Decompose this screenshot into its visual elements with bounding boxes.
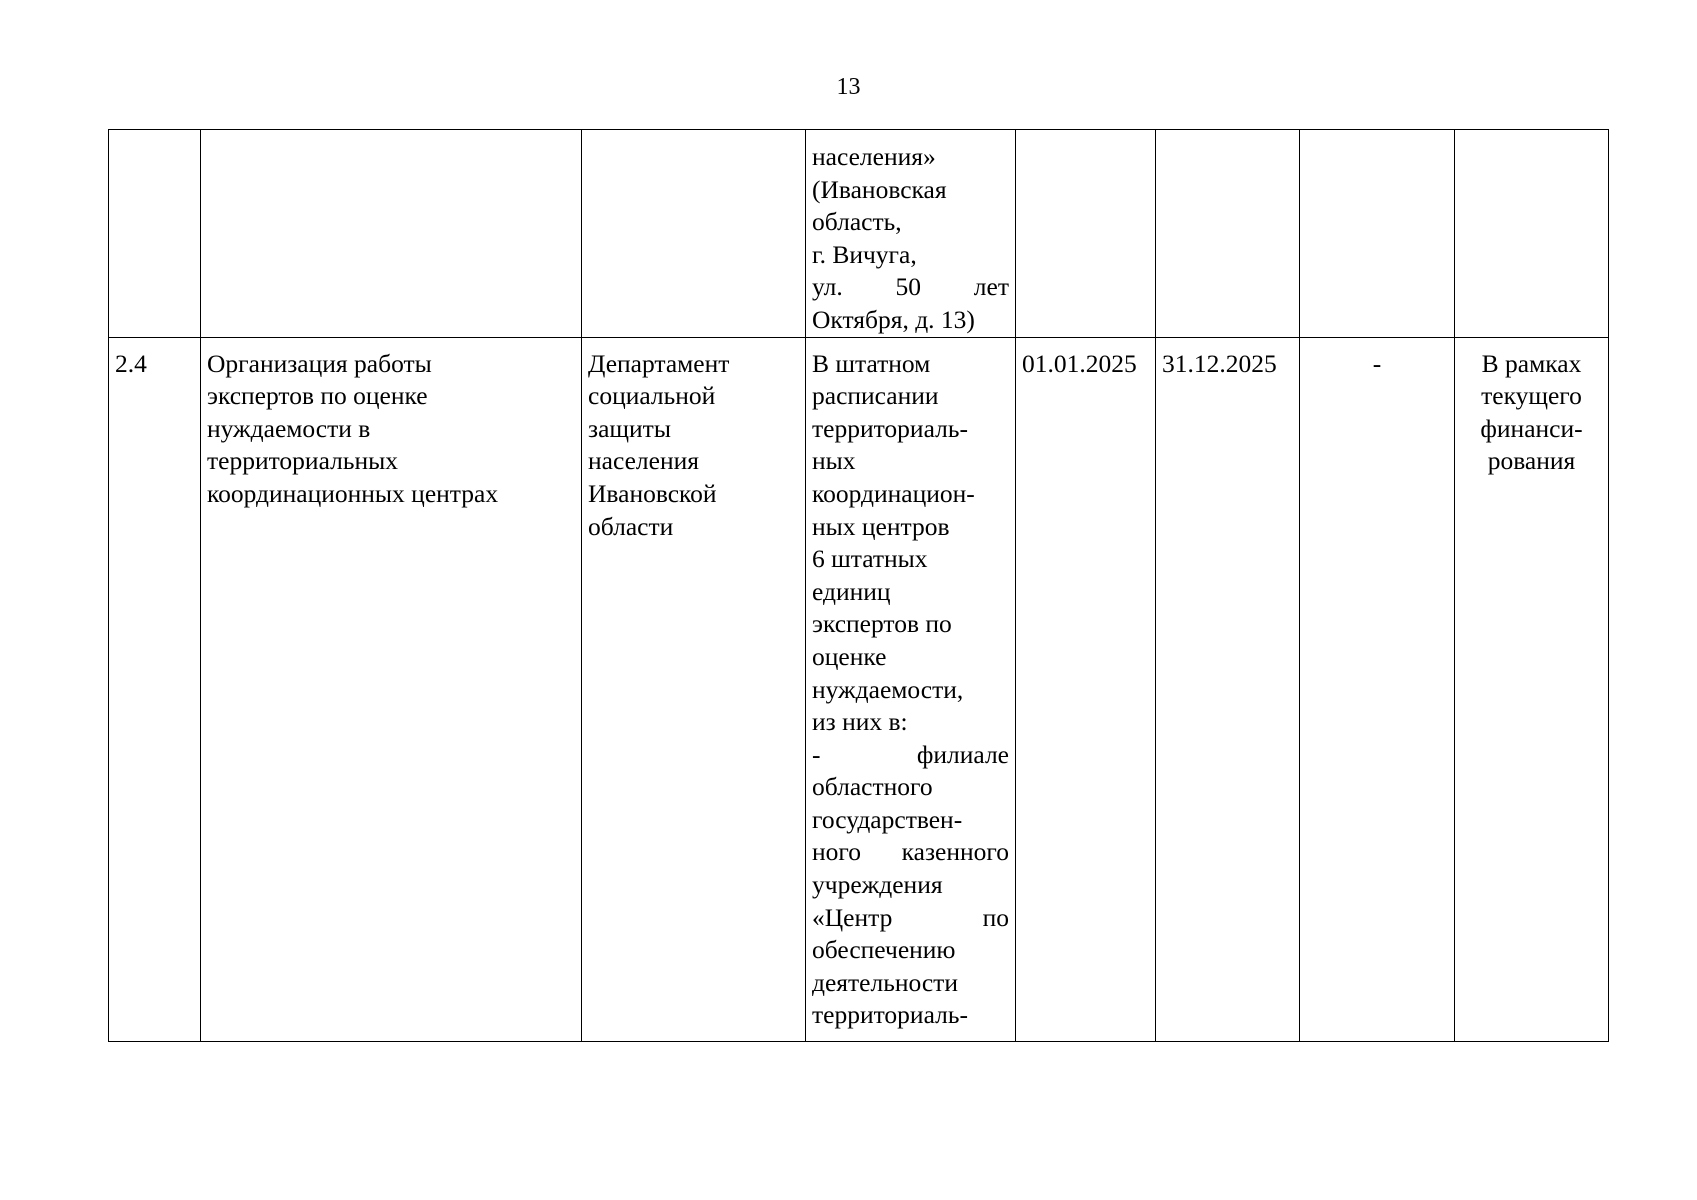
cell-measure-name	[201, 130, 582, 338]
cell-end-date: 31.12.2025	[1156, 337, 1300, 1041]
cell-number: 2.4	[109, 337, 201, 1041]
text-line: координацион-	[812, 478, 975, 508]
measure-name-lines	[207, 348, 575, 511]
text-line: 6 штатных	[812, 544, 928, 574]
cell-measure-name	[201, 337, 582, 1041]
text-line: территориаль-	[812, 413, 968, 443]
text-line: нуждаемости в	[207, 413, 371, 443]
text-line: территориаль-	[812, 1000, 968, 1030]
text-line: области	[588, 511, 674, 541]
justified-text-line	[812, 271, 1009, 304]
justified-text-line	[812, 902, 1009, 935]
text-line: Ивановской	[588, 478, 717, 508]
text-line: ных центров	[812, 511, 950, 541]
text-word: ул.	[812, 272, 843, 302]
funding-lines	[1461, 348, 1602, 478]
cell-result	[806, 130, 1016, 338]
cell-responsible	[582, 130, 806, 338]
text-line: г. Вичуга,	[812, 239, 917, 269]
text-line: государствен-	[812, 804, 963, 834]
text-line: защиты	[588, 413, 671, 443]
text-line: территориальных	[207, 446, 398, 476]
text-word: по	[982, 902, 1009, 932]
text-word: лет	[973, 272, 1009, 302]
cell-end-date	[1156, 130, 1300, 338]
text-line: населения»	[812, 142, 936, 171]
text-word: казенного	[901, 837, 1009, 867]
text-line: текущего	[1481, 381, 1582, 411]
text-line: Организация работы	[207, 348, 432, 378]
text-line: рования	[1487, 446, 1576, 476]
text-word: ного	[812, 837, 861, 867]
text-word: филиале	[916, 739, 1009, 769]
cell-result	[806, 337, 1016, 1041]
cell-funding	[1455, 130, 1609, 338]
text-line: (Ивановская	[812, 174, 947, 204]
text-line: координационных центрах	[207, 478, 499, 508]
text-line: Октября, д. 13)	[812, 304, 975, 334]
text-line: деятельности	[812, 967, 958, 997]
text-line: единиц	[812, 576, 891, 606]
result-lines	[812, 348, 1009, 1032]
text-line: учреждения	[812, 870, 943, 900]
text-line: область,	[812, 207, 902, 237]
text-line: нуждаемости,	[812, 674, 964, 704]
text-line: областного	[812, 772, 933, 802]
text-line: финанси-	[1480, 413, 1583, 443]
text-line: Департамент	[588, 348, 730, 378]
text-line: социальной	[588, 381, 716, 411]
text-line: населения	[588, 446, 699, 476]
cell-start-date: 01.01.2025	[1016, 337, 1156, 1041]
page-number: 13	[836, 74, 861, 100]
text-line: обеспечению	[812, 935, 956, 965]
cell-amount: -	[1300, 337, 1455, 1041]
text-line: оценке	[812, 641, 887, 671]
cell-funding	[1455, 337, 1609, 1041]
justified-text-line	[812, 836, 1009, 869]
text-line: экспертов по оценке	[207, 381, 428, 411]
text-word: 50	[895, 272, 922, 302]
result-lines	[812, 141, 1009, 337]
text-line: В рамках	[1481, 348, 1582, 378]
text-line: расписании	[812, 381, 939, 411]
text-line: экспертов по	[812, 609, 952, 639]
cell-start-date	[1016, 130, 1156, 338]
table-row-2-4	[109, 337, 1609, 1041]
table-row-continuation	[109, 130, 1609, 338]
cell-amount	[1300, 130, 1455, 338]
text-word: -	[812, 739, 821, 769]
measures-table	[108, 129, 1609, 1042]
responsible-lines	[588, 348, 799, 544]
text-word: «Центр	[812, 902, 893, 932]
cell-number	[109, 130, 201, 338]
cell-responsible	[582, 337, 806, 1041]
text-line: В штатном	[812, 348, 931, 378]
text-line: из них в:	[812, 707, 908, 737]
text-line: ных	[812, 446, 856, 476]
justified-text-line	[812, 739, 1009, 772]
